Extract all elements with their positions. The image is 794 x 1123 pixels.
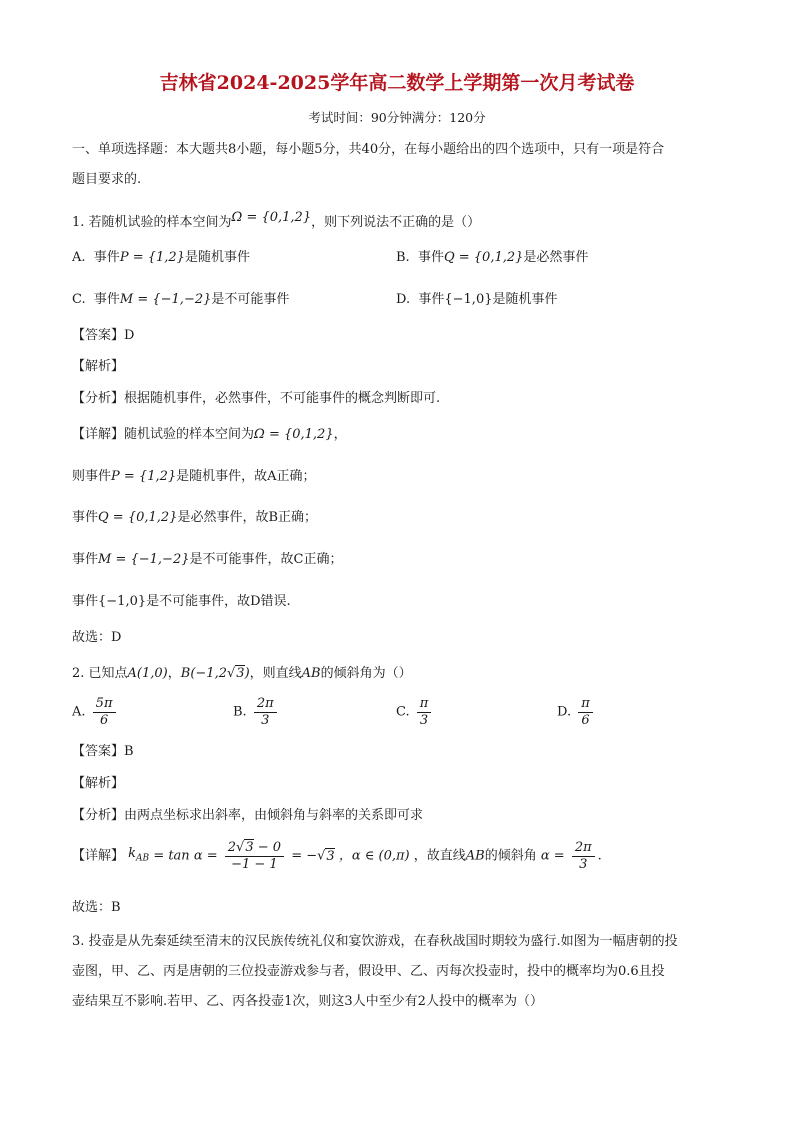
q3-stem-line1: 3. 投壶是从先秦延续至清末的汉民族传统礼仪和宴饮游戏，在春秋战国时期较为盛行.如图为一幅唐朝的投 (72, 934, 678, 949)
q2-stem: 2. 已知点A(1,0)，B(−1,2√3)，则直线AB的倾斜角为（） (72, 666, 412, 681)
xiangjie-text: 则事件 (72, 469, 112, 484)
option-label: D. (557, 704, 572, 720)
answer-value: B (124, 744, 134, 759)
option-fraction (578, 696, 593, 729)
xiangjie-text: 事件 (72, 552, 99, 567)
option-math: P = {1,2} (119, 250, 185, 265)
q2-answer (72, 742, 134, 762)
q1-choose: 故选：D (72, 630, 122, 645)
fraction-num: 2π (574, 840, 592, 855)
q2-option-c (396, 696, 434, 729)
fraction-den: 3 (417, 712, 432, 729)
fraction-num: π (419, 696, 429, 711)
q1-xiangjie-line3 (72, 508, 317, 528)
slope-k: k (128, 846, 137, 862)
slope-eq1: = tan α = (153, 848, 218, 864)
q1-xiangjie-line5 (72, 592, 291, 612)
option-fraction (417, 696, 432, 729)
option-text: 事件 (417, 250, 444, 265)
xiangjie-text: ， (333, 427, 347, 442)
q2-point-b-close: ) (244, 666, 250, 681)
section-heading-line2: 题目要求的. (72, 172, 142, 187)
slope-eq2: = − (291, 848, 318, 864)
slope-frac-den: −1 − 1 (225, 856, 284, 873)
option-label: A. (72, 704, 86, 720)
xiangjie-tag: 【详解】 (72, 848, 125, 864)
option-math: M = {−1,−2} (119, 292, 212, 307)
conclusion-text: ，故直线 (413, 848, 466, 864)
q2-fenxi (72, 806, 423, 826)
q2-xiangjie: 【详解】 $k_{AB} = \tan \alpha$ = $\frac{2√3 - 0}{-1 - 1}$ = −√3 ，α ∈ (0,π) ，故直线AB的倾斜角 α = $\frac{2\pi}{3}$ . (72, 840, 602, 872)
slope-frac-num: 2√3 − 0 (227, 840, 282, 855)
q2-option-d (557, 696, 596, 729)
option-label: C. (396, 704, 410, 720)
fraction-den: 3 (254, 712, 277, 729)
option-label: D. (396, 292, 411, 307)
slope-num-radicand: 3 (245, 840, 254, 855)
q3-stem-line3: 壶结果互不影响.若甲、乙、丙各投壶1次，则这3人中至少有2人投中的概率为（） (72, 994, 543, 1009)
option-text: 是不可能事件 (211, 292, 290, 307)
xiangjie-text: 是不可能事件，故D错误. (146, 594, 291, 609)
alpha-range: ，α ∈ (0,π) (338, 848, 410, 864)
q2-point-b-radicand: 3 (236, 666, 245, 681)
q1-stem-text-end: ，则下列说法不正确的是（） (311, 215, 481, 230)
fraction-den: 3 (572, 856, 595, 873)
xiangjie-text: 是随机事件，故A正确； (176, 469, 316, 484)
option-label: A. (72, 250, 86, 265)
q1-sample-space: Ω = {0,1,2} (231, 210, 312, 225)
fraction-den: 6 (578, 712, 593, 729)
xiangjie-math: P = {1,2} (111, 469, 177, 484)
slope-sub: AB (136, 853, 150, 864)
q1-option-d (396, 290, 558, 310)
q2-analysis-tag: 【解析】 (72, 776, 125, 791)
option-text: 事件 (93, 292, 120, 307)
q1-option-b (396, 248, 588, 268)
q2-stem-text: 2. 已知点 (72, 666, 128, 681)
slope-num-rest: − 0 (253, 840, 282, 855)
option-math: {−1,0} (444, 292, 493, 307)
option-label: B. (233, 704, 247, 720)
answer-value: D (124, 328, 135, 343)
xiangjie-math: {−1,0} (98, 594, 147, 609)
q2-point-b: B(−1,2 (180, 666, 227, 681)
option-text: 事件 (418, 292, 445, 307)
option-label: B. (396, 250, 410, 265)
fraction-num: π (581, 696, 590, 711)
q1-option-a (72, 248, 250, 268)
q1-xiangjie-line2 (72, 467, 316, 487)
exam-time-info: 考试时间：90分钟满分：120分 (308, 110, 486, 125)
conclusion-end: . (597, 848, 602, 864)
fenxi-tag: 【分析】 (72, 391, 125, 406)
answer-tag: 【答案】 (72, 328, 125, 343)
xiangjie-math: M = {−1,−2} (98, 552, 190, 567)
option-text: 是必然事件 (523, 250, 589, 265)
option-text: 事件 (93, 250, 120, 265)
q1-answer (72, 326, 134, 346)
q2-stem-text: ，则直线 (249, 666, 302, 681)
q2-line-name: AB (301, 666, 321, 681)
xiangjie-text: 是必然事件，故B正确； (177, 510, 318, 525)
q1-option-c (72, 290, 289, 310)
answer-tag: 【答案】 (72, 744, 125, 759)
q2-option-a (72, 696, 119, 729)
xiangjie-text: 事件 (72, 510, 99, 525)
fenxi-text: 由两点坐标求出斜率，由倾斜角与斜率的关系即可求 (124, 808, 424, 823)
slope-num-coef: 2 (227, 840, 237, 855)
option-text: 是随机事件 (184, 250, 250, 265)
fenxi-text: 根据随机事件，必然事件，不可能事件的概念判断即可. (124, 391, 441, 406)
slope-fraction (225, 840, 284, 873)
q1-stem-text: 1. 若随机试验的样本空间为 (72, 215, 232, 230)
q1-xiangjie-line1 (72, 425, 347, 445)
q2-sep: ， (167, 666, 181, 681)
q1-xiangjie-line4 (72, 550, 342, 570)
option-label: C. (72, 292, 86, 307)
option-math: Q = {0,1,2} (443, 250, 524, 265)
xiangjie-text: 是不可能事件，故C正确； (189, 552, 343, 567)
fraction-num: 5π (95, 696, 113, 711)
option-text: 是随机事件 (492, 292, 558, 307)
q1-stem (72, 210, 481, 233)
option-fraction (254, 696, 277, 729)
fraction-den: 6 (93, 712, 116, 729)
q2-point-a: A(1,0) (127, 666, 168, 681)
slope-symbol (128, 846, 150, 864)
section-heading-line1: 一、单项选择题：本大题共8小题，每小题5分，共40分，在每小题给出的四个选项中，只有一项是符合 (72, 142, 665, 157)
xiangjie-math: Ω = {0,1,2} (254, 427, 334, 442)
q2-choose: 故选：B (72, 900, 121, 915)
conclusion-fraction (572, 840, 595, 873)
conclusion-alpha: α = (540, 848, 565, 864)
conclusion-line: AB (465, 848, 485, 864)
xiangjie-text: 随机试验的样本空间为 (124, 427, 255, 442)
xiangjie-tag: 【详解】 (72, 427, 125, 442)
q1-analysis-tag: 【解析】 (72, 359, 125, 374)
fenxi-tag: 【分析】 (72, 808, 125, 823)
conclusion-text: 的倾斜角 (484, 848, 537, 864)
slope-result-radicand: 3 (326, 848, 335, 864)
xiangjie-math: Q = {0,1,2} (98, 510, 178, 525)
q2-option-b (233, 696, 280, 729)
page-title: 吉林省2024-2025学年高二数学上学期第一次月考试卷 (159, 72, 635, 94)
q1-fenxi (72, 389, 440, 409)
option-fraction (93, 696, 116, 729)
xiangjie-text: 事件 (72, 594, 99, 609)
q3-stem-line2: 壶图，甲、乙、丙是唐朝的三位投壶游戏参与者，假设甲、乙、丙每次投壶时，投中的概率均为0.6且投 (72, 964, 665, 979)
fraction-num: 2π (256, 696, 274, 711)
q2-stem-text-end: 的倾斜角为（） (320, 666, 412, 681)
